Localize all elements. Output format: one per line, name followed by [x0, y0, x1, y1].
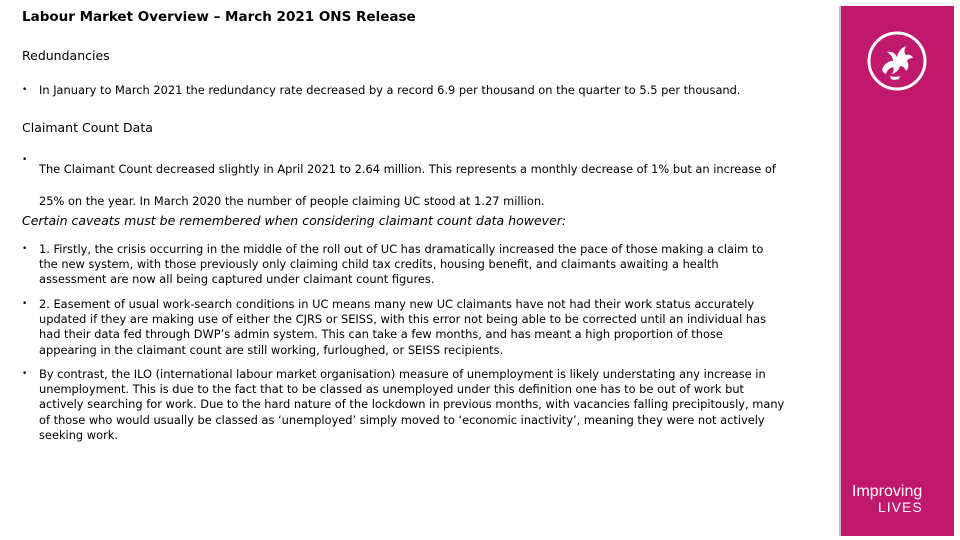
section-heading-claimant: Claimant Count Data: [22, 120, 153, 135]
bullet-caveat-2: [22, 297, 782, 358]
improving-lives-logo: [852, 484, 952, 514]
welsh-dragon-icon: [866, 30, 928, 92]
bullet-text: 2. Easement of usual work-search conditions in UC means many new UC claimants have not had their work status accurately updated if they are making use of either the CJRS or SEISS, with this error not being able to be corrected until an individual has had their data fed through DWP’s admin system. This can take a few months, and has meant a high proportion of those appearing in the claimant count are still working, furloughed, or SEISS recipients.: [39, 297, 766, 357]
bullet-dot: •: [22, 85, 28, 95]
bullet-redundancies: [22, 83, 812, 98]
bullet-caveat-1: [22, 242, 782, 288]
bullet-dot: •: [22, 299, 28, 309]
bullet-dot: •: [22, 155, 28, 165]
bullet-dot: •: [22, 369, 28, 379]
bullet-text: 1. Firstly, the crisis occurring in the middle of the roll out of UC has dramatically increased the pace of those making a claim to the new system, with those previously only claiming child tax credits, housing benefit, and claimants awaiting a health assessment are now all being captured under claimant count figures.: [39, 242, 764, 287]
bullet-text: The Claimant Count decreased slightly in April 2021 to 2.64 million. This represents a monthly decrease of 1% but an increase of 25% on the year. In March 2020 the number of people claiming UC stood at 1.27 million.: [39, 162, 776, 208]
bullet-caveat-3: [22, 367, 792, 443]
logo-line-2: LIVES: [878, 499, 923, 515]
page-title: Labour Market Overview – March 2021 ONS Release: [22, 9, 416, 25]
bullet-text: By contrast, the ILO (international labour market organisation) measure of unemployment is likely understating any increase in unemployment. This is due to the fact that to be classed as unemployed under this definition one has to be out of work but actively searching for work. Due to the hard nature of the lockdown in previous months, with vacancies falling precipitously, many of those who would usually be classed as ‘unemployed’ simply moved to ‘economic inactivity’, meaning they were not actively seeking work.: [39, 367, 785, 442]
bullet-dot: •: [22, 244, 28, 254]
section-heading-caveats: Certain caveats must be remembered when considering claimant count data however:: [22, 213, 567, 228]
bullet-claimant: [22, 153, 782, 217]
bullet-text: In January to March 2021 the redundancy rate decreased by a record 6.9 per thousand on the quarter to 5.5 per thousand.: [39, 83, 741, 97]
section-heading-redundancies: Redundancies: [22, 48, 110, 63]
logo-line-1: Improving: [852, 483, 923, 500]
